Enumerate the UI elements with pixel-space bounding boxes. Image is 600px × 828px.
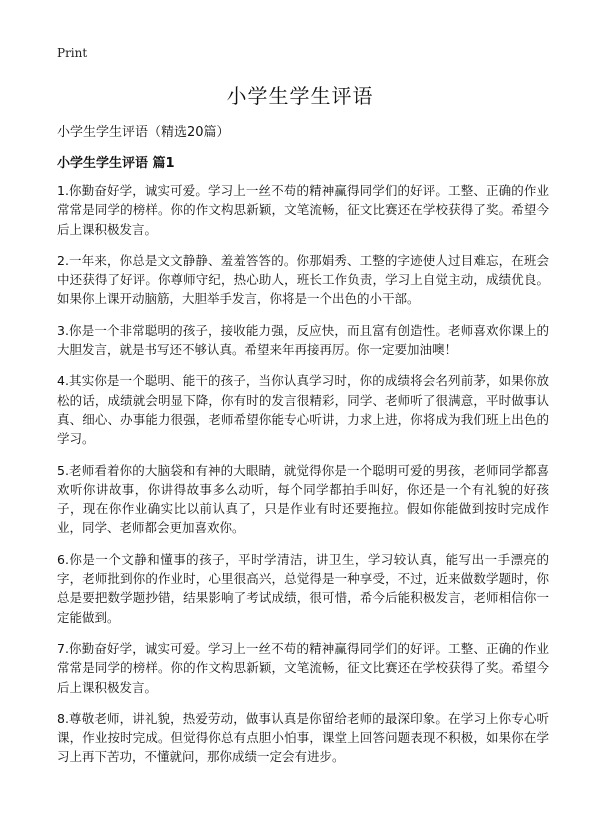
paragraph-8: 8.尊敬老师，讲礼貌，热爱劳动，做事认真是你留给老师的最深印象。在学习上你专心听课，作业按时完成。但觉得你总有点胆小怕事，课堂上回答问题表现不积极，如果你在学习上再下苦功，不懂就问，那你成绩一定会有进步。 bbox=[57, 710, 549, 765]
paragraph-6: 6.你是一个文静和懂事的孩子，平时学清洁，讲卫生，学习较认真，能写出一手漂亮的字，老师批到你的作业时，心里很高兴，总觉得是一种享受，不过，近来做数学题时，你总是要把数学题抄错，结果影响了考试成绩，很可惜，希今后能积极发言，老师相信你一定能做到。 bbox=[57, 551, 549, 625]
paragraph-2: 2.一年来，你总是文文静静、羞羞答答的。你那娟秀、工整的字迹使人过目难忘，在班会中还获得了好评。你尊师守纪，热心助人，班长工作负责，学习上自觉主动，成绩优良。如果你上课开动脑筋，大胆举手发言，你将是一个出色的小干部。 bbox=[57, 252, 549, 307]
section-heading: 小学生学生评语 篇1 bbox=[57, 156, 175, 171]
print-link[interactable]: Print bbox=[57, 46, 88, 60]
paragraph-5: 5.老师看着你的大脑袋和有神的大眼睛，就觉得你是一个聪明可爱的男孩，老师同学都喜欢听你讲故事，你讲得故事多么动听，每个同学都拍手叫好，你还是一个有礼貌的好孩子，现在你作业确实比以前认真了，只是作业有时还要拖拉。假如你能做到按时完成作业，同学、老师都会更加喜欢你。 bbox=[57, 462, 549, 536]
document-subtitle: 小学生学生评语（精选20篇） bbox=[57, 125, 230, 140]
page-title: 小学生学生评语 bbox=[226, 84, 374, 108]
paragraph-7: 7.你勤奋好学，诚实可爱。学习上一丝不苟的精神赢得同学们的好评。工整、正确的作业常常是同学的榜样。你的作文构思新颖，文笔流畅，征文比赛还在学校获得了奖。希望今后上课积极发言。 bbox=[57, 640, 549, 695]
paragraph-3: 3.你是一个非常聪明的孩子，接收能力强，反应快，而且富有创造性。老师喜欢你课上的大胆发言，就是书写还不够认真。希望来年再接再厉。你一定要加油噢！ bbox=[57, 322, 549, 358]
paragraph-4: 4.其实你是一个聪明、能干的孩子，当你认真学习时，你的成绩将会名列前茅，如果你放松的话，成绩就会明显下降，你有时的发言很精彩，同学、老师听了很满意，平时做事认真、细心、办事能力很强，老师希望你能专心听讲，力求上进，你将成为我们班上出色的学习。 bbox=[57, 373, 549, 447]
document-body bbox=[57, 181, 549, 779]
paragraph-1: 1.你勤奋好学，诚实可爱。学习上一丝不苟的精神赢得同学们的好评。工整、正确的作业常常是同学的榜样。你的作文构思新颖，文笔流畅，征文比赛还在学校获得了奖。希望今后上课积极发言。 bbox=[57, 183, 549, 237]
